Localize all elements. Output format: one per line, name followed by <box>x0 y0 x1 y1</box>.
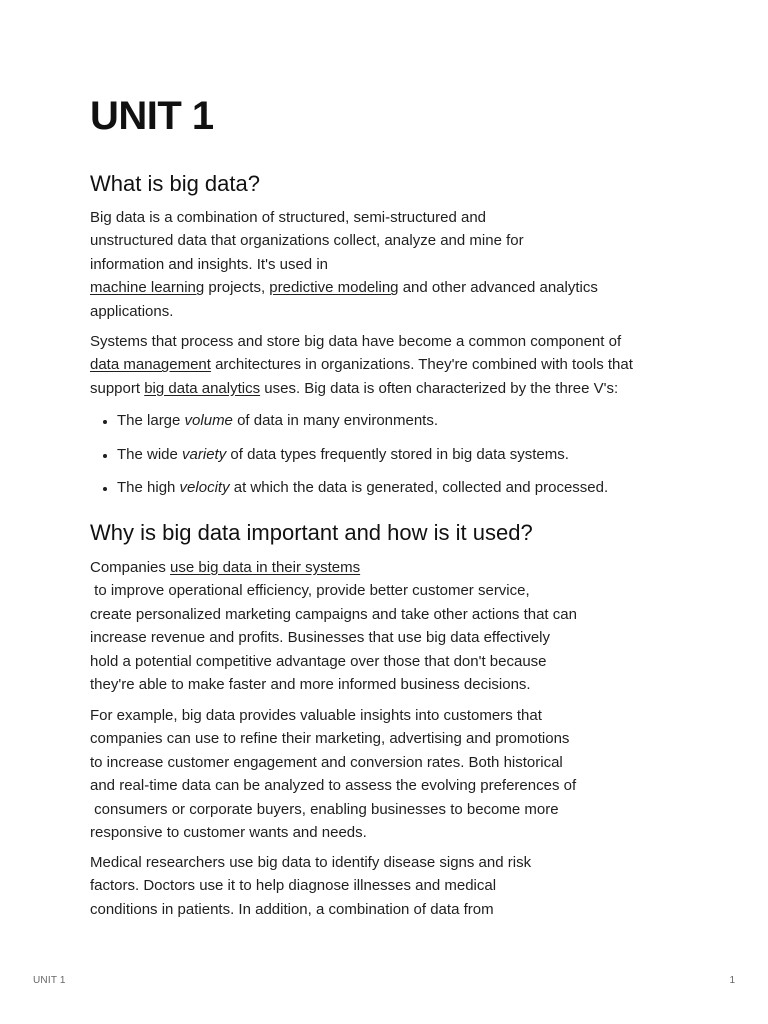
paragraph-companies <box>90 556 577 696</box>
text-line: applications. <box>90 302 174 320</box>
text-line: factors. Doctors use it to help diagnose illnesses and medical <box>90 877 497 895</box>
text-line: and real-time data can be analyzed to assess the evolving preferences of <box>90 777 577 795</box>
text-line: information and insights. It's used in <box>90 255 328 273</box>
list-item-variety <box>117 443 608 466</box>
link-big-data-analytics[interactable]: big data analytics <box>144 379 261 397</box>
link-data-management[interactable]: data management <box>90 356 211 374</box>
text-line: responsive to customer wants and needs. <box>90 824 367 842</box>
document-title: UNIT 1 <box>90 94 214 138</box>
text-line: to improve operational efficiency, provide better customer service, <box>90 582 530 600</box>
text-fragment: of data in many environments. <box>232 412 439 429</box>
text-fragment: The high <box>117 479 180 496</box>
paragraph-example <box>90 704 576 844</box>
paragraph-systems <box>90 330 633 400</box>
text-fragment: and other advanced analytics <box>398 279 598 297</box>
link-machine-learning[interactable]: machine learning <box>90 279 205 297</box>
text-fragment: uses. Big data is often characterized by the three V's: <box>260 379 619 397</box>
link-predictive-modeling[interactable]: predictive modeling <box>269 279 399 297</box>
text-line: they're able to make faster and more informed business decisions. <box>90 676 531 694</box>
text-fragment: support <box>90 379 145 397</box>
text-line: consumers or corporate buyers, enabling businesses to become more <box>90 800 559 818</box>
text-fragment: projects, <box>204 279 270 297</box>
text-fragment: at which the data is generated, collected and processed. <box>229 479 609 496</box>
text-line: conditions in patients. In addition, a combination of data from <box>90 900 494 918</box>
text-line <box>90 276 598 299</box>
emphasis-variety: variety <box>182 445 227 463</box>
footer-unit-label: UNIT 1 <box>33 975 66 986</box>
text-fragment: architectures in organizations. They're combined with tools that <box>210 356 633 374</box>
footer-page-number: 1 <box>729 975 735 986</box>
paragraph-medical <box>90 851 531 921</box>
text-fragment: The wide <box>117 445 183 463</box>
section-heading-why-important: Why is big data important and how is it used? <box>90 520 533 545</box>
text-line: companies can use to refine their marketing, advertising and promotions <box>90 730 570 748</box>
emphasis-volume: volume <box>184 412 233 429</box>
emphasis-velocity: velocity <box>179 479 230 496</box>
section-heading-what-is-big-data: What is big data? <box>90 171 260 196</box>
link-use-big-data-in-systems[interactable]: use big data in their systems <box>170 559 361 576</box>
text-fragment: The large <box>117 412 185 429</box>
text-line <box>90 377 633 400</box>
text-line <box>90 556 577 579</box>
text-line: unstructured data that organizations collect, analyze and mine for <box>90 232 524 250</box>
text-line: For example, big data provides valuable insights into customers that <box>90 707 542 724</box>
text-line: Systems that process and store big data have become a common component of <box>90 333 622 350</box>
text-fragment: Companies <box>90 559 171 576</box>
three-vs-list <box>90 409 608 510</box>
text-fragment: of data types frequently stored in big data systems. <box>226 445 569 463</box>
text-line: hold a potential competitive advantage over those that don't because <box>90 652 547 670</box>
text-line: increase revenue and profits. Businesses that use big data effectively <box>90 629 550 647</box>
text-line: Medical researchers use big data to identify disease signs and risk <box>90 854 532 871</box>
list-item-velocity <box>117 476 608 499</box>
list-item-volume <box>117 409 608 432</box>
text-line: to increase customer engagement and conversion rates. Both historical <box>90 753 563 771</box>
text-line: Big data is a combination of structured, semi-structured and <box>90 209 487 226</box>
text-line: create personalized marketing campaigns and take other actions that can <box>90 605 577 623</box>
paragraph-definition <box>90 206 598 323</box>
text-line <box>90 353 633 376</box>
